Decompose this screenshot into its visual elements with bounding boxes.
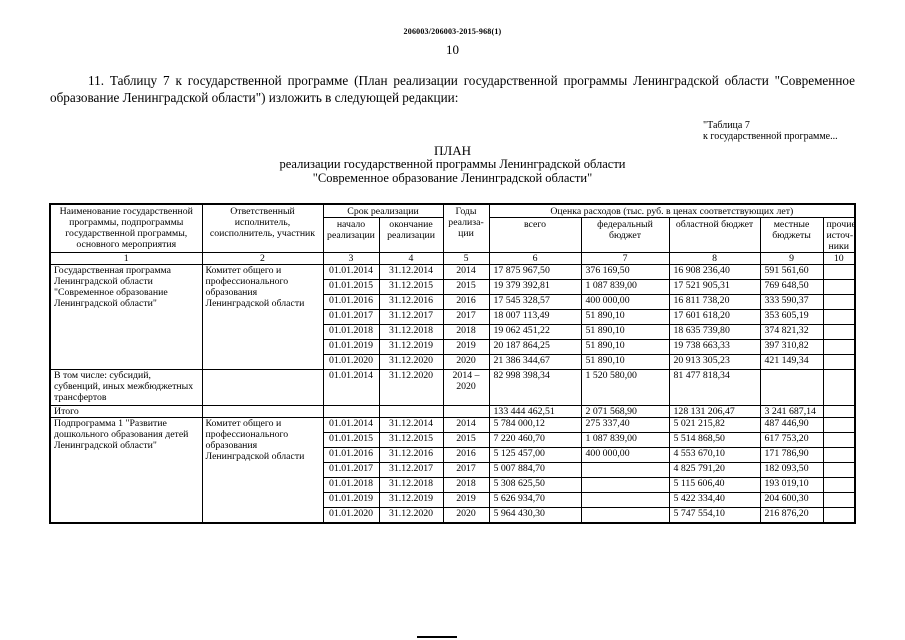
program-total-cell: 19 062 451,22 xyxy=(489,325,581,340)
subprogram-1-end-cell: 31.12.2017 xyxy=(379,463,443,478)
subprogram-1-end-cell: 31.12.2014 xyxy=(379,418,443,433)
subprogram-1-local-cell: 193 019,10 xyxy=(760,478,823,493)
subprogram-1-regional-cell: 5 115 606,40 xyxy=(669,478,760,493)
program-start-cell: 01.01.2018 xyxy=(323,325,379,340)
subprogram-1-local-cell: 216 876,20 xyxy=(760,508,823,524)
subprogram-1-total-cell: 5 007 884,70 xyxy=(489,463,581,478)
subprogram-1-section xyxy=(50,418,855,524)
subprogram-1-regional-cell: 4 553 670,10 xyxy=(669,448,760,463)
plan-subtitle-2: "Современное образование Ленинградской области" xyxy=(312,171,593,185)
subprogram-1-start-cell: 01.01.2018 xyxy=(323,478,379,493)
program-regional-cell: 18 635 739,80 xyxy=(669,325,760,340)
plan-table xyxy=(49,203,856,524)
subprogram-1-regional-cell: 4 825 791,20 xyxy=(669,463,760,478)
header-name: Наименование государственной программы, подпрограммы государственной программы, основного мероприятия xyxy=(50,204,202,253)
subprogram-1-year-cell: 2020 xyxy=(443,508,489,524)
header-federal: федеральный бюджет xyxy=(581,218,669,253)
table-reference xyxy=(703,120,838,142)
program-end-cell: 31.12.2019 xyxy=(379,340,443,355)
amendment-paragraph: 11. Таблицу 7 к государственной программе (План реализации государственной программы Ленинградской области "Современное образование Ленинградской области") изложить в следующей редакции: xyxy=(50,73,855,105)
subprogram-1-other-cell xyxy=(823,433,855,448)
itogo-end xyxy=(379,406,443,418)
program-start-cell: 01.01.2014 xyxy=(323,265,379,280)
document-id: 206003/206003-2015-968(1) xyxy=(403,27,502,36)
program-federal-cell: 51 890,10 xyxy=(581,355,669,370)
subsidies-start: 01.01.2014 xyxy=(323,370,379,406)
subprogram-1-federal-cell: 1 087 839,00 xyxy=(581,433,669,448)
program-row xyxy=(50,265,855,280)
program-start-cell: 01.01.2020 xyxy=(323,355,379,370)
program-start-cell: 01.01.2019 xyxy=(323,340,379,355)
subsidies-executor xyxy=(202,370,323,406)
subprogram-1-local-cell: 487 446,90 xyxy=(760,418,823,433)
program-total-cell: 17 545 328,57 xyxy=(489,295,581,310)
program-regional-cell: 17 601 618,20 xyxy=(669,310,760,325)
program-start-cell: 01.01.2017 xyxy=(323,310,379,325)
plan-title: ПЛАН xyxy=(434,143,471,158)
header-period: Срок реализации xyxy=(323,204,443,218)
subprogram-1-local-cell: 182 093,50 xyxy=(760,463,823,478)
itogo-local: 3 241 687,14 xyxy=(760,406,823,418)
subprogram-1-year-cell: 2017 xyxy=(443,463,489,478)
subprogram-1-federal-cell xyxy=(581,463,669,478)
itogo-years xyxy=(443,406,489,418)
subprogram-1-federal-cell: 400 000,00 xyxy=(581,448,669,463)
header-executor: Ответственный исполнитель, соисполнитель, участник xyxy=(202,204,323,253)
program-start-cell: 01.01.2016 xyxy=(323,295,379,310)
program-total-cell: 17 875 967,50 xyxy=(489,265,581,280)
subprogram-1-regional-cell: 5 422 334,40 xyxy=(669,493,760,508)
header-other: прочие источ-ники xyxy=(823,218,855,253)
subprogram-1-start-cell: 01.01.2015 xyxy=(323,433,379,448)
subprogram-1-start-cell: 01.01.2019 xyxy=(323,493,379,508)
subprogram-1-year-cell: 2018 xyxy=(443,478,489,493)
program-end-cell: 31.12.2020 xyxy=(379,355,443,370)
program-year-cell: 2015 xyxy=(443,280,489,295)
program-regional-cell: 16 908 236,40 xyxy=(669,265,760,280)
program-year-cell: 2019 xyxy=(443,340,489,355)
column-number: 3 xyxy=(323,253,379,265)
subprogram-1-local-cell: 171 786,90 xyxy=(760,448,823,463)
subprogram-1-other-cell xyxy=(823,478,855,493)
itogo-label: Итого xyxy=(50,406,202,418)
program-end-cell: 31.12.2018 xyxy=(379,325,443,340)
header-end: окончание реализации xyxy=(379,218,443,253)
subprogram-1-federal-cell xyxy=(581,478,669,493)
program-year-cell: 2020 xyxy=(443,355,489,370)
table-reference-line-2: к государственной программе... xyxy=(703,131,838,142)
table-reference-line-1: "Таблица 7 xyxy=(703,120,750,131)
program-regional-cell: 20 913 305,23 xyxy=(669,355,760,370)
subsidies-other xyxy=(823,370,855,406)
subprogram-1-federal-cell xyxy=(581,493,669,508)
program-federal-cell: 51 890,10 xyxy=(581,325,669,340)
column-number: 1 xyxy=(50,253,202,265)
subprogram-1-row xyxy=(50,418,855,433)
itogo-executor xyxy=(202,406,323,418)
program-other-cell xyxy=(823,265,855,280)
subprogram-1-regional-cell: 5 514 868,50 xyxy=(669,433,760,448)
program-other-cell xyxy=(823,325,855,340)
subsidies-name: В том числе: субсидий, субвенций, иных межбюджетных трансфертов xyxy=(50,370,202,406)
program-other-cell xyxy=(823,280,855,295)
itogo-other xyxy=(823,406,855,418)
header-regional: областной бюджет xyxy=(669,218,760,253)
subprogram-1-local-cell: 617 753,20 xyxy=(760,433,823,448)
column-number: 4 xyxy=(379,253,443,265)
program-regional-cell: 19 738 663,33 xyxy=(669,340,760,355)
subprogram-1-end-cell: 31.12.2016 xyxy=(379,448,443,463)
subprogram-1-regional-cell: 5 747 554,10 xyxy=(669,508,760,524)
subprogram-1-end-cell: 31.12.2015 xyxy=(379,433,443,448)
program-end-cell: 31.12.2017 xyxy=(379,310,443,325)
program-total-cell: 21 386 344,67 xyxy=(489,355,581,370)
header-costs: Оценка расходов (тыс. руб. в ценах соответствующих лет) xyxy=(489,204,855,218)
subprogram-1-end-cell: 31.12.2020 xyxy=(379,508,443,524)
program-year-cell: 2017 xyxy=(443,310,489,325)
subprogram-1-start-cell: 01.01.2017 xyxy=(323,463,379,478)
subprogram-1-other-cell xyxy=(823,463,855,478)
program-regional-cell: 16 811 738,20 xyxy=(669,295,760,310)
column-number: 8 xyxy=(669,253,760,265)
program-year-cell: 2014 xyxy=(443,265,489,280)
program-federal-cell: 51 890,10 xyxy=(581,310,669,325)
header-start: начало реализации xyxy=(323,218,379,253)
subprogram-1-total-cell: 7 220 460,70 xyxy=(489,433,581,448)
subprogram-1-year-cell: 2016 xyxy=(443,448,489,463)
subprogram-1-executor: Комитет общего и профессионального образования Ленинградской области xyxy=(202,418,323,524)
column-number: 2 xyxy=(202,253,323,265)
subprogram-1-federal-cell xyxy=(581,508,669,524)
subprogram-1-name: Подпрограмма 1 "Развитие дошкольного образования детей Ленинградской области" xyxy=(50,418,202,524)
program-total-cell: 19 379 392,81 xyxy=(489,280,581,295)
subsidies-local xyxy=(760,370,823,406)
header-local: местные бюджеты xyxy=(760,218,823,253)
page-number: 10 xyxy=(446,42,459,57)
subprogram-1-start-cell: 01.01.2020 xyxy=(323,508,379,524)
program-other-cell xyxy=(823,310,855,325)
header-years: Годы реализа-ции xyxy=(443,204,489,253)
subprogram-1-total-cell: 5 308 625,50 xyxy=(489,478,581,493)
subprogram-1-local-cell: 204 600,30 xyxy=(760,493,823,508)
subprogram-1-start-cell: 01.01.2016 xyxy=(323,448,379,463)
column-number: 7 xyxy=(581,253,669,265)
program-local-cell: 397 310,82 xyxy=(760,340,823,355)
header-row-1 xyxy=(50,204,855,218)
subprogram-1-other-cell xyxy=(823,493,855,508)
program-name: Государственная программа Ленинградской области "Современное образование Ленинградской области" xyxy=(50,265,202,370)
subprogram-1-year-cell: 2019 xyxy=(443,493,489,508)
program-federal-cell: 400 000,00 xyxy=(581,295,669,310)
subsidies-total: 82 998 398,34 xyxy=(489,370,581,406)
subsidies-section xyxy=(50,370,855,418)
column-number: 9 xyxy=(760,253,823,265)
itogo-federal: 2 071 568,90 xyxy=(581,406,669,418)
itogo-total: 133 444 462,51 xyxy=(489,406,581,418)
subprogram-1-total-cell: 5 125 457,00 xyxy=(489,448,581,463)
program-other-cell xyxy=(823,340,855,355)
subsidies-regional: 81 477 818,34 xyxy=(669,370,760,406)
program-year-cell: 2016 xyxy=(443,295,489,310)
itogo-regional: 128 131 206,47 xyxy=(669,406,760,418)
column-number: 6 xyxy=(489,253,581,265)
subsidies-federal: 1 520 580,00 xyxy=(581,370,669,406)
program-local-cell: 374 821,32 xyxy=(760,325,823,340)
program-other-cell xyxy=(823,355,855,370)
plan-subtitle-1: реализации государственной программы Ленинградской области xyxy=(279,157,626,171)
column-number: 5 xyxy=(443,253,489,265)
column-number: 10 xyxy=(823,253,855,265)
subprogram-1-other-cell xyxy=(823,418,855,433)
page-bottom-mark xyxy=(417,636,457,638)
program-end-cell: 31.12.2015 xyxy=(379,280,443,295)
program-local-cell: 769 648,50 xyxy=(760,280,823,295)
column-number-row xyxy=(50,253,855,265)
itogo-start xyxy=(323,406,379,418)
program-end-cell: 31.12.2016 xyxy=(379,295,443,310)
subprogram-1-other-cell xyxy=(823,508,855,524)
header-total: всего xyxy=(489,218,581,253)
subprogram-1-end-cell: 31.12.2019 xyxy=(379,493,443,508)
itogo-row xyxy=(50,406,855,418)
program-local-cell: 421 149,34 xyxy=(760,355,823,370)
program-executor: Комитет общего и профессионального образования Ленинградской области xyxy=(202,265,323,370)
subsidies-end: 31.12.2020 xyxy=(379,370,443,406)
subprogram-1-regional-cell: 5 021 215,82 xyxy=(669,418,760,433)
subsidies-row xyxy=(50,370,855,406)
subsidies-years: 2014 – 2020 xyxy=(443,370,489,406)
subprogram-1-start-cell: 01.01.2014 xyxy=(323,418,379,433)
program-section xyxy=(50,265,855,370)
subprogram-1-total-cell: 5 626 934,70 xyxy=(489,493,581,508)
program-start-cell: 01.01.2015 xyxy=(323,280,379,295)
program-year-cell: 2018 xyxy=(443,325,489,340)
program-total-cell: 18 007 113,49 xyxy=(489,310,581,325)
program-local-cell: 333 590,37 xyxy=(760,295,823,310)
program-federal-cell: 51 890,10 xyxy=(581,340,669,355)
program-federal-cell: 1 087 839,00 xyxy=(581,280,669,295)
program-regional-cell: 17 521 905,31 xyxy=(669,280,760,295)
program-federal-cell: 376 169,50 xyxy=(581,265,669,280)
program-other-cell xyxy=(823,295,855,310)
program-local-cell: 353 605,19 xyxy=(760,310,823,325)
program-end-cell: 31.12.2014 xyxy=(379,265,443,280)
subprogram-1-year-cell: 2015 xyxy=(443,433,489,448)
subprogram-1-total-cell: 5 784 000,12 xyxy=(489,418,581,433)
program-local-cell: 591 561,60 xyxy=(760,265,823,280)
program-total-cell: 20 187 864,25 xyxy=(489,340,581,355)
subprogram-1-year-cell: 2014 xyxy=(443,418,489,433)
subprogram-1-total-cell: 5 964 430,30 xyxy=(489,508,581,524)
subprogram-1-federal-cell: 275 337,40 xyxy=(581,418,669,433)
subprogram-1-end-cell: 31.12.2018 xyxy=(379,478,443,493)
subprogram-1-other-cell xyxy=(823,448,855,463)
